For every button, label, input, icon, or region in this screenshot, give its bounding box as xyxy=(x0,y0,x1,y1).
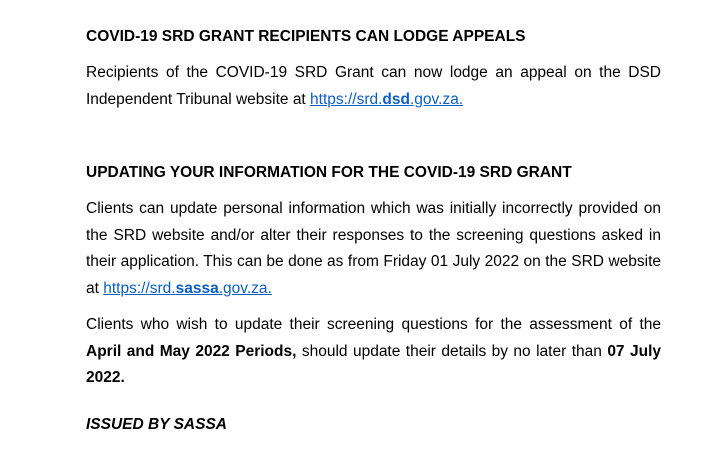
sassa-srd-link[interactable] xyxy=(103,280,272,297)
dsd-link-prefix: https://srd. xyxy=(310,90,383,108)
appeals-paragraph xyxy=(86,60,661,113)
dsd-link-suffix: .gov.za. xyxy=(409,90,464,108)
sassa-link-prefix: https://srd. xyxy=(103,279,176,297)
sassa-link-suffix: .gov.za. xyxy=(218,279,272,297)
updating-heading: UPDATING YOUR INFORMATION FOR THE COVID-19 SRD GRANT xyxy=(86,164,572,181)
deadline-text-1: Clients who wish to update their screening questions for the assessment of the xyxy=(86,316,661,333)
updating-text: Clients can update personal information which was initially incorrectly provided on the SRD website and/or alter their responses to the screening questions asked in their application. This can be done as from Friday 01 July 2022 on the SRD website at xyxy=(86,200,661,297)
deadline-date: 07 July 2022. xyxy=(86,342,662,386)
appeals-text: Recipients of the COVID-19 SRD Grant can now lodge an appeal on the DSD Independent Tribunal website at xyxy=(86,64,661,108)
issued-by: ISSUED BY SASSA xyxy=(86,416,227,433)
deadline-periods: April and May 2022 Periods, xyxy=(86,342,297,360)
deadline-text-2: should update their details by no later than xyxy=(296,342,608,360)
dsd-tribunal-link[interactable] xyxy=(310,91,463,108)
sassa-link-bold: sassa xyxy=(175,279,219,297)
appeals-heading: COVID-19 SRD GRANT RECIPIENTS CAN LODGE APPEALS xyxy=(86,28,526,45)
updating-paragraph xyxy=(86,196,661,302)
deadline-paragraph xyxy=(86,312,661,392)
dsd-link-bold: dsd xyxy=(382,90,410,108)
